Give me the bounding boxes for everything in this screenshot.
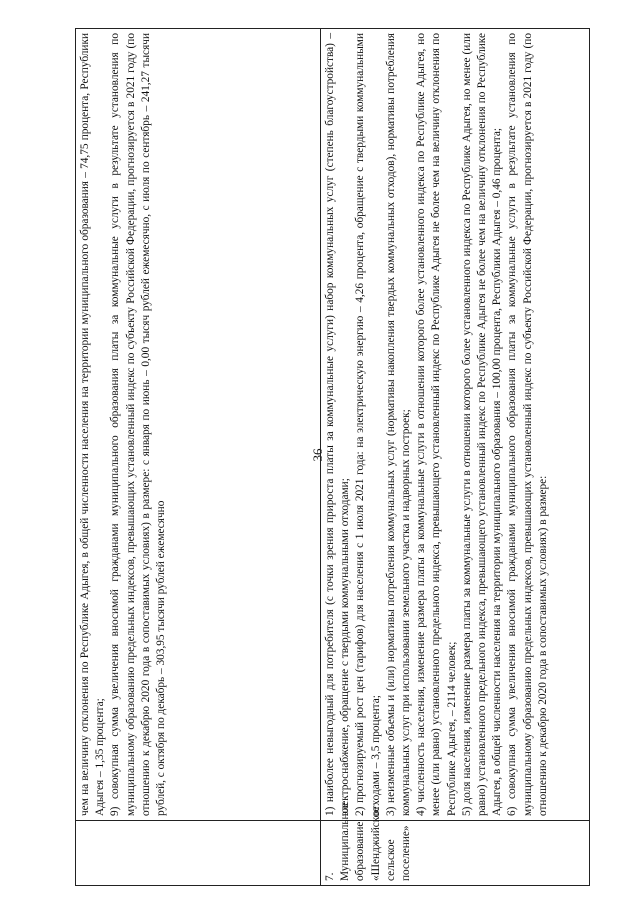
list-item: 4) численность населения, изменение размера платы за коммунальные услуги в отношении которого более установленного индекса по Республике Адыгея, но менее (или равно) установленного предельного индекса, превышающего установленный индекс по Республике Адыгея не более чем на величину отклонения по Республике Адыгея, – 2114 человек; (415, 33, 458, 816)
list-item: чем на величину отклонения по Республике Адыгея, в общей численности населения на территории муниципального образования – 74,75 процента, Республики Адыгея – 1,35 процента; (79, 33, 107, 816)
table-row-7 (321, 29, 590, 886)
indices-table (75, 28, 590, 886)
table-row-continued (76, 29, 321, 886)
description-cell (321, 29, 590, 821)
list-item: 5) доля населения, изменение размера платы за коммунальные услуги в отношении которого более установленного индекса по Республике Адыгея, но менее (или равно) установленного предельного индекса, превышающего установленный индекс по Республике Адыгея не более чем на величину отклонения по Республике Адыгея, в общей численности населения на территории муниципального образования – 100,00 процента, Республики Адыгея – 0,46 процента; (460, 33, 504, 816)
landscape-sheet (75, 28, 590, 886)
municipality-name-cell: 7. Муниципальное образование «Шенджийское сельское поселение» (321, 821, 590, 886)
list-item: 6) совокупная сумма увеличения вносимой гражданами муниципального образования платы за коммунальные услуги в результате установления по муниципальному образованию предельных индексов, превышающих установленный индекс по субъекту Российской Федерации, прогнозируется в 2021 году (по отношению к декабрю 2020 года в сопоставимых условиях) в размере: (506, 33, 549, 816)
list-item: 2) прогнозируемый рост цен (тарифов) для населения с 1 июля 2021 года: на электрическую энергию – 4,26 процента, обращение с твердыми коммунальными отходами – 3,5 процента; (354, 33, 382, 816)
page-number: 36 (310, 448, 325, 462)
description-cell (76, 29, 321, 821)
municipality-name-cell-empty (76, 821, 321, 886)
list-item: 3) неизменные объемы и (или) нормативы потребления коммунальных услуг (нормативы накопления твердых коммунальных отходов), нормативы потребления коммунальных услуг при использовании земельного участка и надворных построек; (384, 33, 413, 816)
list-item: 1) наиболее невыгодный для потребителя (с точки зрения прироста платы за коммунальные услуги) набор коммунальных услуг (степень благоустройства) – электроснабжение, обращение с твердыми коммунальными отходами; (324, 33, 352, 816)
list-item: 9) совокупная сумма увеличения вносимой гражданами муниципального образования платы за коммунальные услуги в результате установления по муниципальному образованию предельных индексов, превышающих установленный индекс по субъекту Российской Федерации, прогнозируется в 2021 году (по отношению к декабрю 2020 года в сопоставимых условиях) в размере: с января по июнь – 0,00 тысяч рублей ежемесячно, с июля по сентябрь – 241,27 тысячи рублей, с октября по декабрь – 303,95 тысячи рублей ежемесячно (109, 33, 168, 816)
rotated-page-content (75, 28, 590, 886)
